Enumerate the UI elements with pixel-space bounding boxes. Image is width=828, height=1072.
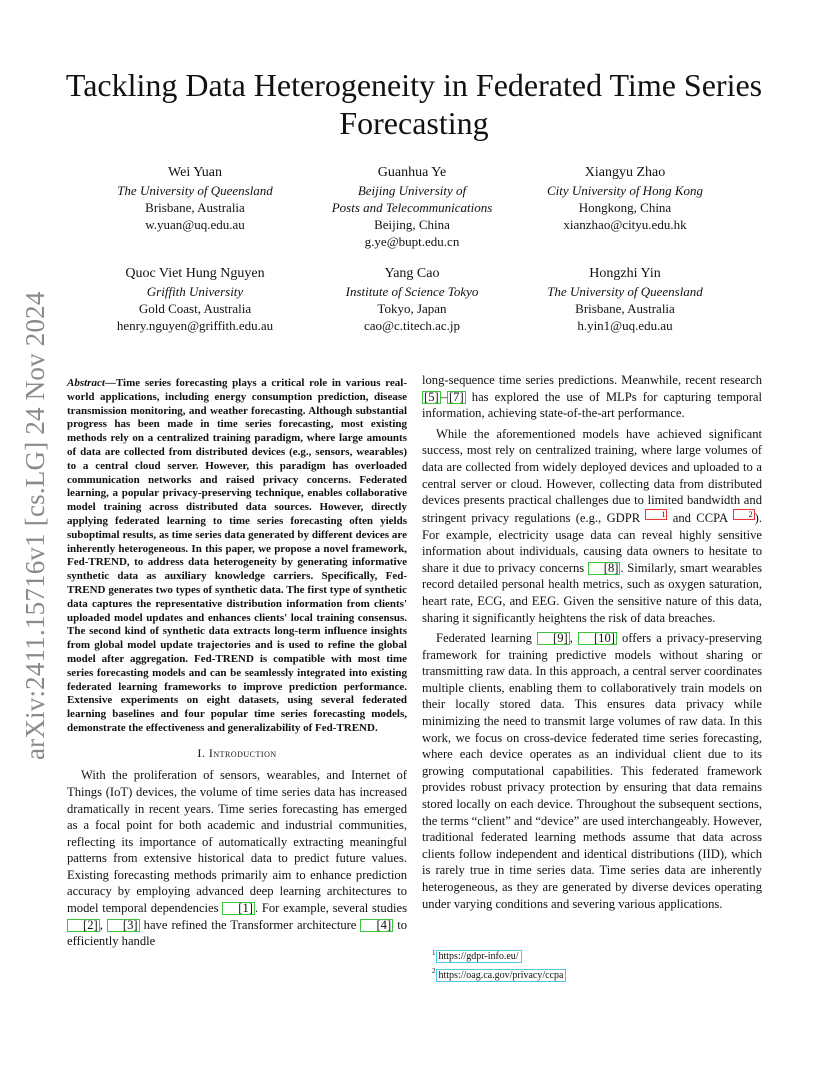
author-affiliation: The University of Queensland — [117, 183, 273, 198]
author-location: Brisbane, Australia — [145, 200, 245, 215]
author-block — [292, 164, 532, 250]
citation-link[interactable]: [4] — [360, 919, 393, 932]
paragraph-text: have refined the Transformer architecture — [139, 917, 361, 932]
abstract — [67, 377, 407, 736]
author-affiliation: Griffith University — [146, 284, 244, 299]
paragraph-text: . For example, several studies — [254, 901, 407, 916]
author-location: Tokyo, Japan — [377, 301, 447, 316]
paper-title: Tackling Data Heterogeneity in Federated Time Series Forecasting — [65, 67, 763, 141]
footnote-number: 2 — [432, 967, 436, 976]
citation-link[interactable]: [9] — [537, 632, 570, 645]
author-block — [75, 164, 315, 233]
paragraph-text: , — [569, 631, 578, 646]
author-email[interactable]: henry.nguyen@griffith.edu.au — [116, 318, 274, 333]
footnote-url-link[interactable]: https://oag.ca.gov/privacy/ccpa — [436, 969, 567, 982]
author-affiliation-cont: Posts and Telecommunications — [331, 200, 493, 215]
author-location: Gold Coast, Australia — [138, 301, 252, 316]
author-email[interactable]: g.ye@bupt.edu.cn — [364, 234, 460, 249]
author-email[interactable]: h.yin1@uq.edu.au — [577, 318, 673, 333]
paragraph-text: to efficiently handle — [67, 917, 408, 949]
author-block — [75, 265, 315, 334]
paragraph-text: While the aforementioned models have achieved significant success, most rely on centralized training, where large volumes of data are collected from widely deployed devices and uploaded to a central server or cloud. However, collecting data from distributed devices presents practical challenges due to limited bandwidth and stringent privacy regulations (e.g., GDPR — [422, 426, 762, 525]
abstract-label: Abstract — [67, 377, 105, 389]
author-email[interactable]: xianzhao@cityu.edu.hk — [563, 217, 687, 232]
author-affiliation: Beijing University of — [357, 183, 467, 198]
author-affiliation: Institute of Science Tokyo — [345, 284, 479, 299]
footnote-number: 1 — [432, 949, 436, 957]
author-location: Hongkong, China — [578, 200, 672, 215]
intro-paragraph — [67, 767, 407, 950]
footnote — [432, 946, 566, 964]
author-block — [505, 265, 745, 334]
author-affiliation: The University of Queensland — [547, 284, 703, 299]
author-name: Hongzhi Yin — [589, 266, 661, 281]
body-paragraph — [422, 426, 762, 626]
arxiv-identifier-stamp: arXiv:2411.15716v1 [cs.LG] 24 Nov 2024 — [20, 291, 50, 760]
citation-link[interactable]: [7] — [448, 389, 464, 404]
citation-link[interactable]: [1] — [222, 902, 255, 915]
citation-link[interactable]: [2] — [67, 919, 100, 932]
footnote-url-link[interactable]: https://gdpr-info.eu/ — [436, 950, 522, 963]
abstract-text: —Time series forecasting plays a critical role in various real-world applications, including energy consumption prediction, disease transmission monitoring, and weather forecasting. Although substantial progress has been made in time series forecasting, most existing methods rely on a centralized training paradigm, where large amounts of data are collected from distributed devices (e.g., sensors, wearables) to a central cloud server. However, this paradigm has overloaded communication networks and raised privacy concerns. Federated learning, a popular privacy-preserving technique, enables collaborative model training across distributed data sources. However, directly applying federated learning to time series forecasting often yields suboptimal results, as time series data generated by different devices are inherently heterogeneous. In this paper, we propose a novel framework, Fed-TREND, to address data heterogeneity by generating informative synthetic data as auxiliary knowledge carriers. Specifically, Fed-TREND generates two types of synthetic data. The first type of synthetic data captures the representative distribution information from clients' uploaded model updates and enhances clients' local training consensus. The second kind of synthetic data extracts long-term influence insights from global model update trajectories and is used to refine the global model after aggregation. Fed-TREND is compatible with most time series forecasting models and can be seamlessly integrated into existing federated learning frameworks to improve prediction performance. Extensive experiments on eight datasets, using several federated learning baselines and four popular time series forecasting models, demonstrate the effectiveness and generalizability of Fed-TREND. — [67, 377, 407, 734]
right-column — [422, 372, 762, 912]
author-name: Quoc Viet Hung Nguyen — [125, 266, 265, 281]
author-location: Beijing, China — [374, 217, 450, 232]
author-affiliation: City University of Hong Kong — [547, 183, 703, 198]
paragraph-text: Federated learning — [436, 631, 538, 646]
author-name: Xiangyu Zhao — [584, 165, 666, 180]
paragraph-text: With the proliferation of sensors, wearables, and Internet of Things (IoT) devices, the volume of time series data has increased dramatically in recent years. Time series forecasting has emerged as a focal point for both academic and industrial communities, reflecting its importance of automatically extracting meaningful patterns from extensive historical data to predict future values. Existing forecasting methods primarily aim to enhance prediction accuracy by employing advanced deep learning architectures to model temporal dependencies — [67, 768, 407, 916]
paragraph-text: . Similarly, smart wearables record detailed personal health metrics, such as oxygen saturation, heart rate, ECG, and EEG. Given the sensitive nature of this data, sharing it significantly heightens the risk of data breaches. — [422, 560, 762, 625]
footnotes — [432, 946, 566, 983]
author-name: Yang Cao — [384, 266, 440, 281]
footnote — [432, 964, 566, 982]
paragraph-text: and CCPA — [667, 510, 733, 525]
citation-link[interactable]: [8] — [588, 562, 621, 575]
body-paragraph — [422, 630, 762, 912]
paragraph-text: ). For example, electricity usage data can reveal highly sensitive information about individuals, causing data owners to hesitate to share it due to privacy concerns — [422, 510, 762, 575]
author-email[interactable]: w.yuan@uq.edu.au — [145, 217, 245, 232]
author-name: Guanhua Ye — [377, 165, 447, 180]
citation-link[interactable]: [5] — [424, 389, 439, 404]
author-block — [292, 265, 532, 334]
paragraph-text: long-sequence time series predictions. Meanwhile, recent research — [422, 373, 762, 387]
author-block — [505, 164, 745, 233]
footnote-marker[interactable]: 1 — [645, 509, 667, 520]
paragraph-text: , — [99, 917, 107, 932]
left-column — [67, 377, 407, 950]
author-email[interactable]: cao@c.titech.ac.jp — [363, 318, 461, 333]
citation-link[interactable]: [10] — [578, 632, 617, 645]
author-location: Brisbane, Australia — [575, 301, 675, 316]
paragraph-text: offers a privacy-preserving framework for training predictive models without sharing or transmitting raw data. In this approach, a central server coordinates multiple clients, enabling them to collaboratively train models on their locally stored data. This ensures data privacy while minimizing the need to transmit large volumes of raw data. In this work, we focus on cross-device federated time series forecasting, where each device operates as an individual client due to its growing computational capabilities. This federated framework provides robust privacy protection by ensuring that data remains stored locally on each device. Throughout the subsequent sections, the terms “client” and “device” are used interchangeably. However, traditional federated learning methods assume that data across clients follow independent and identical distributions (IID), which is rarely true in time series data. Time series data are inherently heterogeneous, as they are generated by diverse devices operating under varying conditions and severing various applications. — [422, 631, 762, 911]
footnote-marker[interactable]: 2 — [733, 509, 755, 520]
author-name: Wei Yuan — [168, 165, 222, 180]
paragraph-text: has explored the use of MLPs for capturing temporal information, achieving state-of-the-art performance. — [422, 389, 762, 421]
citation-link[interactable]: [3] — [107, 919, 140, 932]
section-heading-introduction: I. Introduction — [197, 745, 277, 760]
paragraph-text: – — [440, 389, 447, 404]
body-paragraph — [422, 372, 762, 422]
